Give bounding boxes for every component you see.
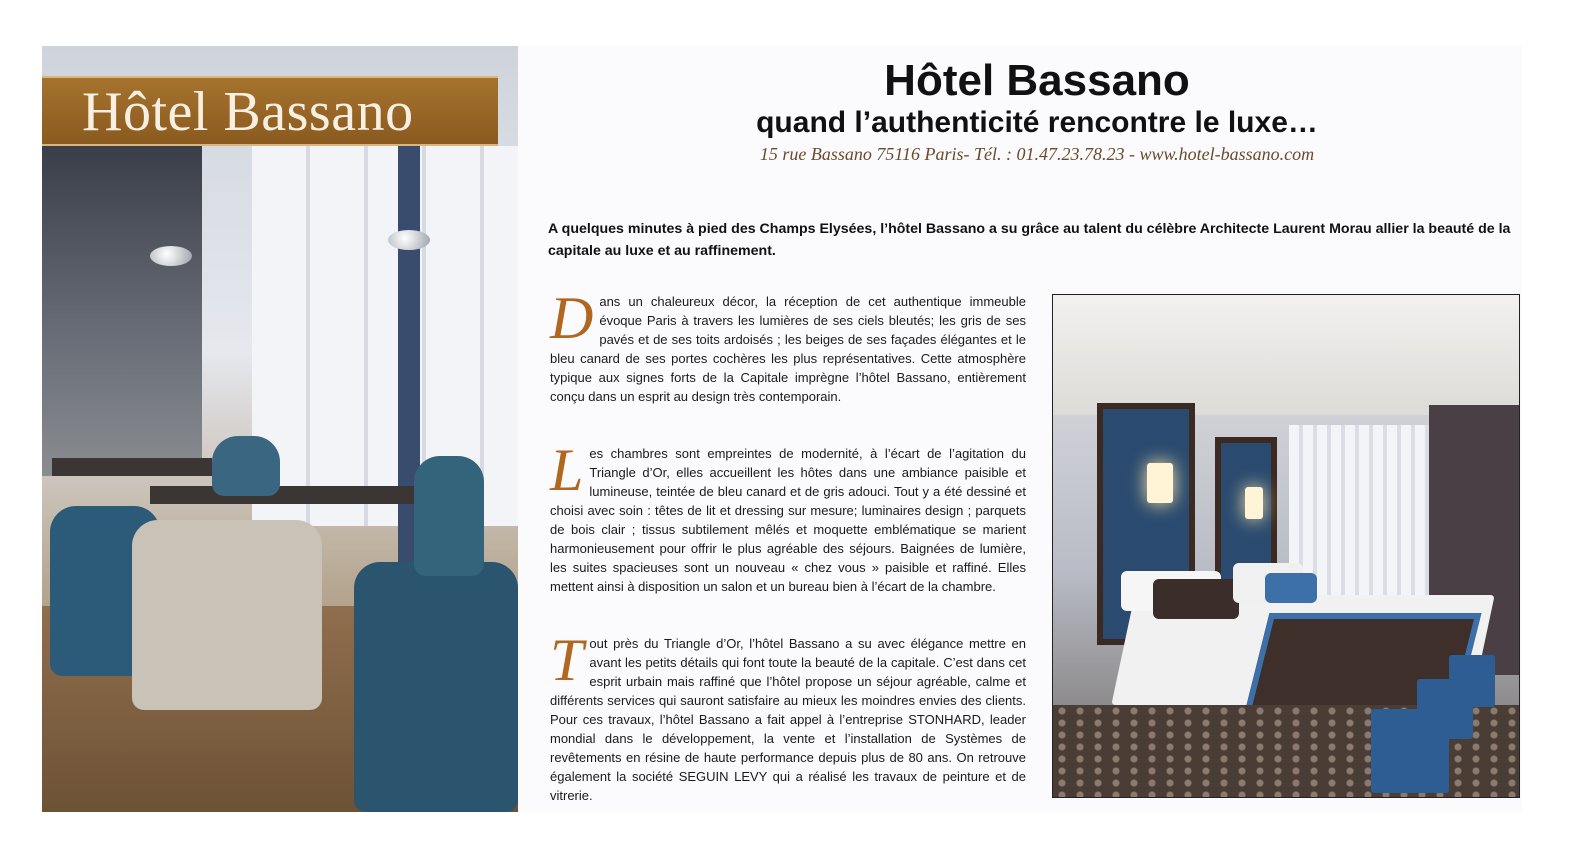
dropcap-letter: L xyxy=(550,437,584,503)
photo-pillow xyxy=(1153,579,1239,619)
photo-chair xyxy=(414,456,484,576)
magazine-spread xyxy=(42,46,1522,812)
photo-chair xyxy=(354,562,518,812)
hotel-sign xyxy=(42,76,498,146)
photo-ottoman xyxy=(1449,655,1495,707)
photo-wall xyxy=(42,146,202,476)
paragraph-text: out près du Triangle d’Or, l’hôtel Bassano a su avec élégance mettre en avant les petits détails qui font toute la beauté de la capitale. C’est dans cet esprit urbain mais raffiné que l’hôtel propose un séjour agréable, calme et différents services qui sauront satisfaire au mieux les moindres envies des clients. Pour ces travaux, l’hôtel Bassano a fait appel à l’entreprise STONHARD, leader mondial dans le développement, la vente et l’installation de Systèmes de revêtements en résine de haute performance depuis plus de 80 ans. On retrouve également la société SEGUIN LEVY qui a réalisé les travaux de peinture et de vitrerie. xyxy=(550,636,1026,803)
hotel-address: 15 rue Bassano 75116 Paris- Tél. : 01.47.23.78.23 - www.hotel-bassano.com xyxy=(759,144,1315,164)
wall-sconce-icon xyxy=(1245,487,1263,519)
body-paragraph-1 xyxy=(550,285,1026,406)
hotel-sign-text: Hôtel Bassano xyxy=(82,81,414,143)
wall-sconce-icon xyxy=(1147,463,1173,503)
body-paragraph-2 xyxy=(550,437,1026,596)
dropcap-letter: T xyxy=(550,627,584,693)
body-paragraph-3 xyxy=(550,627,1026,805)
photo-table xyxy=(150,486,430,504)
photo-table xyxy=(52,458,212,476)
restaurant-photo xyxy=(42,46,518,812)
photo-chair xyxy=(132,520,322,710)
page-subtitle: quand l’authenticité rencontre le luxe… xyxy=(756,106,1318,139)
intro-paragraph: A quelques minutes à pied des Champs Elysées, l’hôtel Bassano a su grâce au talent du célèbre Architecte Laurent Morau allier la beauté de la capitale au luxe et au raffinement. xyxy=(548,221,1511,259)
bedroom-photo xyxy=(1052,294,1520,798)
dropcap-letter: D xyxy=(550,285,594,351)
photo-ceiling xyxy=(1053,295,1519,415)
paragraph-text: ans un chaleureux décor, la réception de cet authentique immeuble évoque Paris à travers les lumières de ses ciels bleutés; les gris de ses pavés et de ses toits ardoisés ; les beiges de ses façades élégantes et le bleu canard de ses portes cochères les plus représentatives. Cette atmosphère typique aux signes forts de la Capitale imprègne l’hôtel Bassano, entièrement conçu dans un esprit au design très contemporain. xyxy=(550,294,1026,404)
pendant-lamp-icon xyxy=(150,246,192,266)
page-title: Hôtel Bassano xyxy=(884,56,1190,105)
pendant-lamp-icon xyxy=(388,230,430,250)
paragraph-text: es chambres sont empreintes de modernité, à l’écart de l’agitation du Triangle d’Or, elles accueillent les hôtes dans une ambiance paisible et lumineuse, teintée de bleu canard et de gris adouci. Tout y a été dessiné et choisi avec soin : têtes de lit et dressing sur mesure; luminaires design ; parquets de bois clair ; tissus subtilement mêlés et moquette emblématique se marient harmonieusement pour offrir le plus agréable des séjours. Baignées de lumière, les suites spacieuses sont un nouveau « chez vous » paisible et raffiné. Elles mettent ainsi à disposition un salon et un bureau bien à l’écart de la chambre. xyxy=(550,446,1026,594)
photo-chair xyxy=(212,436,280,496)
photo-pillow xyxy=(1265,573,1317,603)
